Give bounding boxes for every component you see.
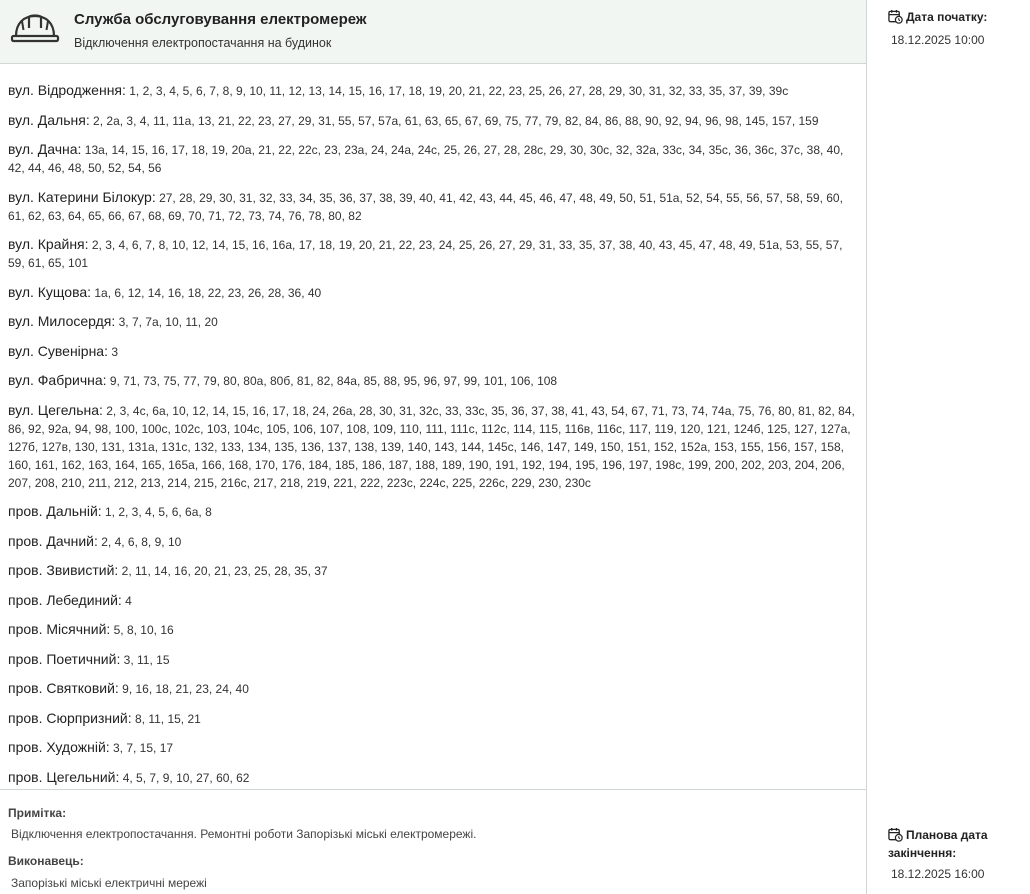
street-name: вул. Катерини Білокур:	[8, 188, 156, 205]
street-name: вул. Дальня:	[8, 111, 90, 128]
executor-label: Виконавець:	[8, 854, 84, 868]
start-date-label	[888, 8, 1028, 26]
card-footer	[0, 789, 866, 890]
street-name: вул. Цегельна:	[8, 401, 103, 418]
house-numbers: 9, 71, 73, 75, 77, 79, 80, 80а, 80б, 81, 82, 84а, 85, 88, 95, 96, 97, 99, 101, 106, 108	[109, 374, 558, 388]
house-numbers: 3, 11, 15	[123, 652, 170, 667]
house-numbers: 1а, 6, 12, 14, 16, 18, 22, 23, 26, 28, 36, 40	[94, 285, 322, 300]
house-numbers: 4, 5, 7, 9, 10, 27, 60, 62	[122, 770, 250, 785]
house-numbers: 2, 3, 4, 6, 7, 8, 10, 12, 14, 15, 16, 16а, 17, 18, 19, 20, 21, 22, 23, 24, 25, 26, 27, 29, 31, 33, 35, 37, 38, 40, 43, 45, 47, 48, 49, 51а, 53, 55, 57, 59, 61, 65, 101	[8, 238, 843, 270]
street-name: пров. Лебединий:	[8, 591, 122, 608]
house-numbers: 2, 4, 6, 8, 9, 10	[101, 534, 182, 549]
end-date-label-text: Планова дата закінчення:	[888, 828, 988, 860]
street-name: вул. Кущова:	[8, 283, 92, 300]
street-row	[8, 312, 860, 331]
street-row	[8, 371, 860, 390]
street-name: пров. Сюрпризний:	[8, 709, 132, 726]
service-title: Служба обслуговування електромереж	[74, 11, 367, 28]
note-value: Відключення електропостачання. Ремонтні роботи Запорізькі міські електромережі.	[11, 827, 477, 841]
street-name: пров. Дальній:	[8, 503, 102, 519]
house-numbers: 3, 7, 15, 17	[113, 741, 174, 755]
street-name: пров. Місячний:	[8, 621, 111, 637]
house-numbers: 5, 8, 10, 16	[113, 623, 174, 637]
street-row	[8, 235, 860, 272]
street-name: пров. Святковий:	[8, 680, 119, 696]
house-numbers: 2, 11, 14, 16, 20, 21, 23, 25, 28, 35, 37	[121, 564, 328, 578]
street-name: вул. Сувенірна:	[8, 342, 108, 359]
street-name: пров. Дачний:	[8, 532, 98, 549]
street-row	[8, 591, 860, 610]
house-numbers: 8, 11, 15, 21	[134, 711, 201, 726]
street-name: пров. Художній:	[8, 739, 110, 755]
start-date-label-text: Дата початку:	[906, 10, 988, 24]
house-numbers: 1, 2, 3, 4, 5, 6, 6а, 8	[105, 505, 212, 519]
card-header	[0, 0, 866, 64]
street-row	[8, 561, 860, 580]
street-row	[8, 188, 860, 225]
street-row	[8, 502, 860, 521]
house-numbers: 2, 3, 4с, 6а, 10, 12, 14, 15, 16, 17, 18, 24, 26а, 28, 30, 31, 32с, 33, 33с, 35, 36, 37, 38, 41, 43, 54, 67, 71, 73, 74, 74а, 75, 76, 80, 81, 82, 84, 86, 92, 92а, 94, 98, 100, 100с, 102с, 103, 104с, 105, 106, 107, 108, 109, 110, 111, 111с, 112с, 114, 115, 116в, 116с, 117, 119, 120, 121, 124б, 125, 127, 127а, 127б, 127в, 130, 131, 131а, 131с, 132, 133, 134, 135, 136, 137, 138, 139, 140, 143, 144, 145с, 146, 147, 149, 150, 151, 152, 152а, 153, 155, 156, 157, 158, 160, 161, 162, 163, 164, 165, 165а, 166, 168, 170, 176, 184, 185, 186, 187, 188, 189, 190, 191, 192, 194, 195, 196, 197, 198с, 199, 200, 202, 203, 204, 206, 207, 208, 210, 211, 212, 213, 214, 215, 216с, 217, 218, 219, 221, 222, 223с, 224с, 225, 226с, 229, 230, 230с	[8, 403, 855, 490]
street-row	[8, 768, 860, 787]
street-row	[8, 81, 860, 100]
street-row	[8, 532, 860, 551]
street-row	[8, 140, 860, 177]
executor-value: Запорізькі міські електричні мережі	[11, 876, 207, 890]
street-name: вул. Милосердя:	[8, 313, 116, 329]
street-name: пров. Звивистий:	[8, 562, 119, 578]
start-date-value: 18.12.2025 10:00	[891, 33, 985, 47]
street-row	[8, 709, 860, 728]
street-name: вул. Відродження:	[8, 82, 126, 98]
note-label: Примітка:	[8, 806, 67, 820]
street-row	[8, 620, 860, 639]
service-subtitle: Відключення електропостачання на будинок	[74, 36, 332, 50]
street-name: пров. Поетичний:	[8, 650, 121, 667]
house-numbers: 1, 2, 3, 4, 5, 6, 7, 8, 9, 10, 11, 12, 13, 14, 15, 16, 17, 18, 19, 20, 21, 22, 23, 25, 26, 27, 28, 29, 30, 31, 32, 33, 35, 37, 39, 39с	[129, 84, 789, 98]
end-date-label	[888, 826, 1008, 862]
street-row	[8, 342, 860, 361]
street-name: пров. Цегельний:	[8, 768, 120, 785]
house-numbers: 3	[111, 344, 119, 359]
street-list	[8, 81, 860, 797]
house-numbers: 4	[125, 593, 132, 608]
house-numbers: 9, 16, 18, 21, 23, 24, 40	[122, 682, 249, 696]
street-name: вул. Крайня:	[8, 236, 89, 252]
date-sidebar	[868, 0, 1030, 894]
street-row	[8, 650, 860, 669]
house-numbers: 27, 28, 29, 30, 31, 32, 33, 34, 35, 36, 37, 38, 39, 40, 41, 42, 43, 44, 45, 46, 47, 48, 49, 50, 51, 51а, 52, 54, 55, 56, 57, 58, 59, 60, 61, 62, 63, 64, 65, 66, 67, 68, 69, 70, 71, 72, 73, 74, 76, 78, 80, 82	[8, 190, 843, 223]
street-row	[8, 401, 860, 492]
street-name: вул. Фабрична:	[8, 372, 107, 388]
helmet-icon	[10, 12, 60, 44]
street-row	[8, 283, 860, 302]
street-row	[8, 679, 860, 698]
end-date-value: 18.12.2025 16:00	[891, 867, 985, 881]
house-numbers: 2, 2а, 3, 4, 11, 11а, 13, 21, 22, 23, 27, 29, 31, 55, 57, 57а, 61, 63, 65, 67, 69, 75, 77, 79, 82, 84, 86, 88, 90, 92, 94, 96, 98, 145, 157, 159	[93, 113, 819, 128]
house-numbers: 3, 7, 7а, 10, 11, 20	[118, 315, 218, 329]
calendar-clock-icon	[888, 827, 903, 842]
calendar-clock-icon	[888, 9, 903, 24]
street-name: вул. Дачна:	[8, 141, 82, 157]
street-row	[8, 111, 860, 130]
street-row	[8, 738, 860, 757]
house-numbers: 13а, 14, 15, 16, 17, 18, 19, 20а, 21, 22, 22с, 23, 23а, 24, 24а, 24с, 25, 26, 27, 28, 28с, 29, 30, 30с, 32, 32а, 33с, 34, 35с, 36, 36с, 37с, 38, 40, 42, 44, 46, 48, 50, 52, 54, 56	[8, 143, 844, 175]
